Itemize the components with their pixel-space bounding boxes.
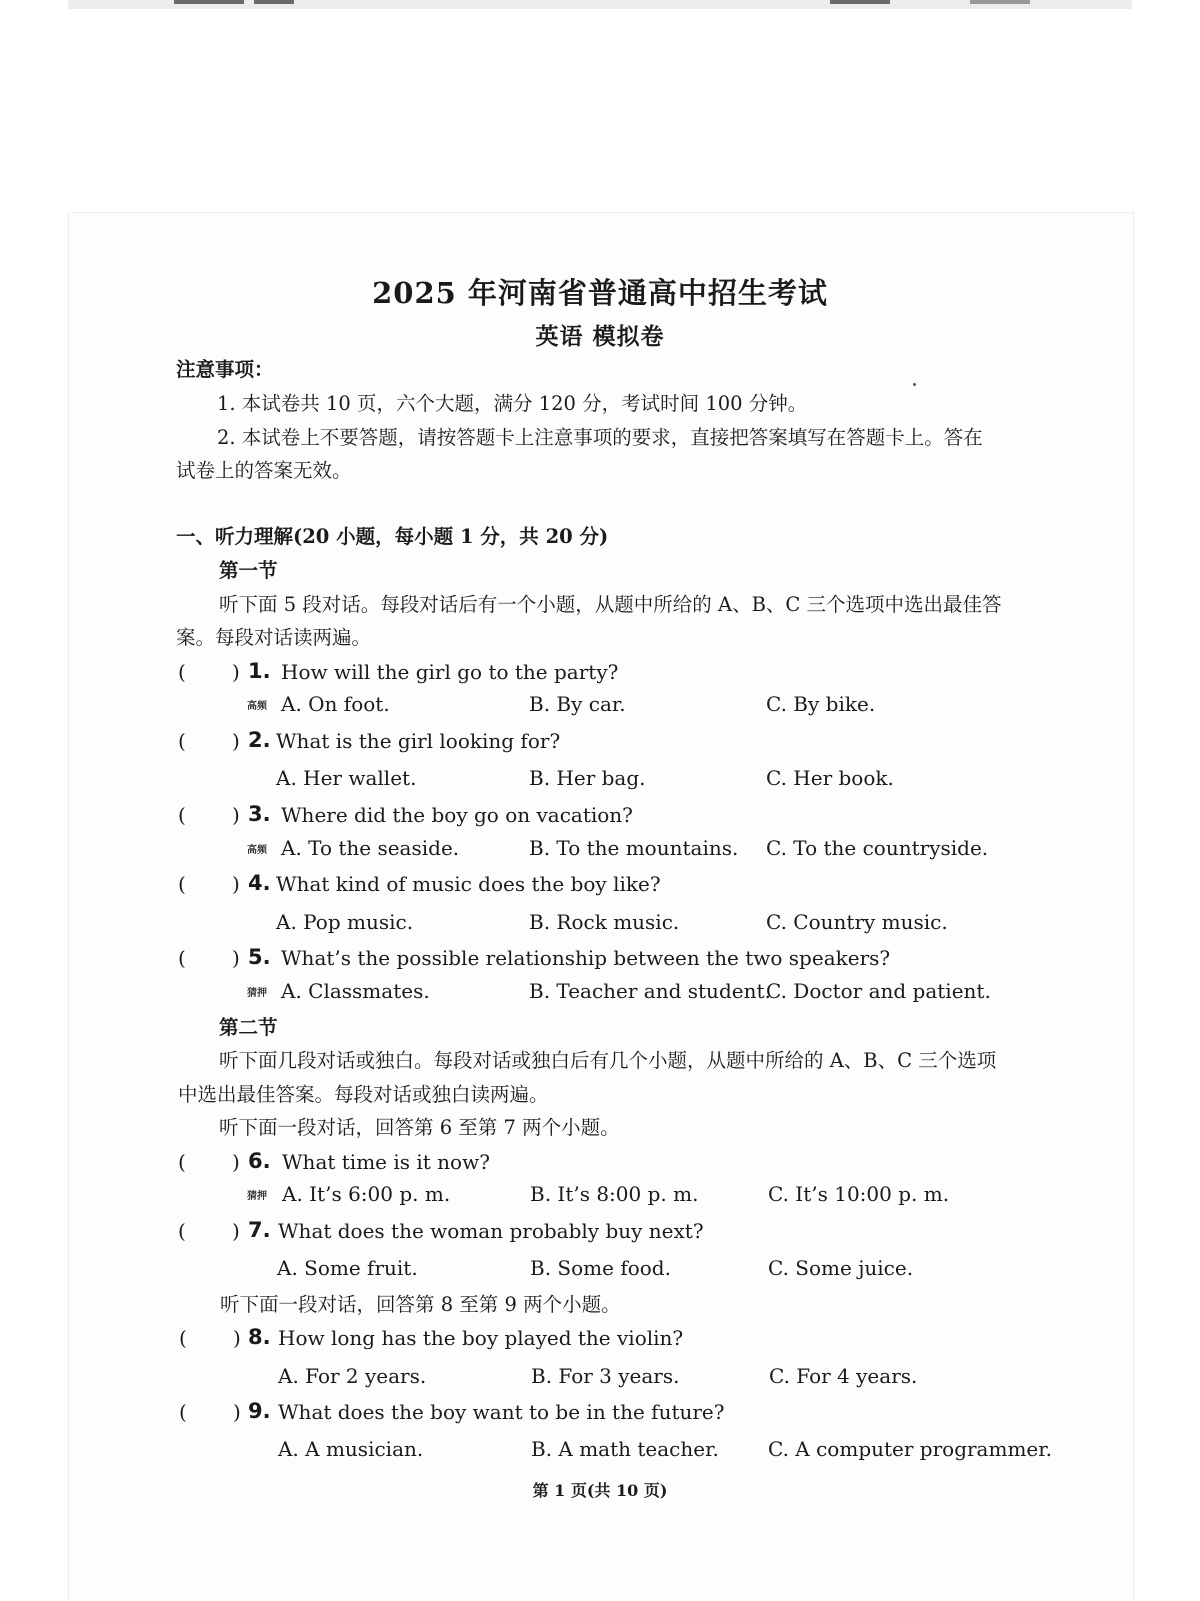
option-b: B. Her bag. bbox=[529, 766, 646, 790]
question-text: What is the girl looking for? bbox=[276, 729, 561, 753]
answer-paren-close: ) bbox=[232, 660, 240, 684]
frequency-tag: 高频 bbox=[247, 845, 267, 856]
question-text: What’s the possible relationship between the two speakers? bbox=[281, 946, 891, 970]
exam-subtitle: 英语 模拟卷 bbox=[535, 323, 665, 350]
answer-paren-close: ) bbox=[232, 1219, 240, 1243]
question-text: How will the girl go to the party? bbox=[281, 660, 619, 684]
notice-item-1: 1. 本试卷共 10 页，六个大题，满分 120 分，考试时间 100 分钟。 bbox=[217, 392, 808, 415]
question-number: 4. bbox=[248, 871, 271, 895]
answer-paren-open: ( bbox=[178, 660, 186, 684]
answer-paren-open: ( bbox=[179, 1400, 187, 1424]
option-a: A. Her wallet. bbox=[276, 766, 417, 790]
previous-page-edge bbox=[68, 0, 1132, 9]
option-c: C. Doctor and patient. bbox=[766, 979, 991, 1003]
question-text: What kind of music does the boy like? bbox=[276, 872, 661, 896]
option-b: B. Teacher and student. bbox=[529, 979, 771, 1003]
notice-item-2: 2. 本试卷上不要答题，请按答题卡上注意事项的要求，直接把答案填写在答题卡上。答在 bbox=[217, 426, 983, 449]
question-number: 3. bbox=[248, 802, 271, 826]
option-c: C. Her book. bbox=[766, 766, 894, 790]
option-c: C. A computer programmer. bbox=[768, 1437, 1052, 1461]
page-footer: 第 1 页(共 10 页) bbox=[532, 1481, 668, 1500]
option-c: C. Country music. bbox=[766, 910, 948, 934]
option-a: A. It’s 6:00 p. m. bbox=[282, 1182, 451, 1206]
answer-paren-open: ( bbox=[178, 1219, 186, 1243]
question-text: Where did the boy go on vacation? bbox=[281, 803, 633, 827]
question-number: 6. bbox=[248, 1149, 271, 1173]
option-b: B. Some food. bbox=[530, 1256, 671, 1280]
option-b: B. Rock music. bbox=[529, 910, 680, 934]
part-2-instructions-cont: 中选出最佳答案。每段对话或独白读两遍。 bbox=[178, 1083, 549, 1106]
answer-paren-open: ( bbox=[178, 803, 186, 827]
answer-paren-close: ) bbox=[232, 1150, 240, 1174]
option-c: C. Some juice. bbox=[768, 1256, 914, 1280]
option-a: A. On foot. bbox=[281, 692, 390, 716]
answer-paren-close: ) bbox=[232, 872, 240, 896]
question-number: 1. bbox=[248, 659, 271, 683]
answer-paren-open: ( bbox=[178, 872, 186, 896]
frequency-tag: 猜押 bbox=[247, 988, 267, 999]
option-c: C. It’s 10:00 p. m. bbox=[768, 1182, 950, 1206]
question-number: 8. bbox=[248, 1325, 271, 1349]
answer-paren-close: ) bbox=[232, 803, 240, 827]
part-1-instructions: 听下面 5 段对话。每段对话后有一个小题，从题中所给的 A、B、C 三个选项中选出最佳答 bbox=[219, 593, 1002, 616]
answer-paren-close: ) bbox=[233, 1400, 241, 1424]
question-number: 7. bbox=[248, 1218, 271, 1242]
option-b: B. A math teacher. bbox=[531, 1437, 719, 1461]
answer-paren-open: ( bbox=[178, 729, 186, 753]
option-b: B. By car. bbox=[529, 692, 626, 716]
dialogue-intro: 听下面一段对话，回答第 6 至第 7 两个小题。 bbox=[219, 1116, 620, 1139]
question-text: What does the woman probably buy next? bbox=[278, 1219, 704, 1243]
exam-page bbox=[68, 212, 1134, 1601]
option-b: B. For 3 years. bbox=[531, 1364, 680, 1388]
section-heading: 一、听力理解(20 小题，每小题 1 分，共 20 分) bbox=[176, 525, 609, 548]
option-c: C. By bike. bbox=[766, 692, 876, 716]
option-a: A. For 2 years. bbox=[278, 1364, 427, 1388]
option-a: A. Some fruit. bbox=[277, 1256, 418, 1280]
answer-paren-open: ( bbox=[178, 1150, 186, 1174]
frequency-tag: 猜押 bbox=[247, 1191, 267, 1202]
answer-paren-close: ) bbox=[232, 946, 240, 970]
frequency-tag: 高频 bbox=[247, 701, 267, 712]
option-b: B. It’s 8:00 p. m. bbox=[530, 1182, 699, 1206]
question-text: How long has the boy played the violin? bbox=[278, 1326, 684, 1350]
notice-item-2-cont: 试卷上的答案无效。 bbox=[176, 459, 352, 482]
speck bbox=[913, 383, 916, 386]
answer-paren-open: ( bbox=[178, 946, 186, 970]
answer-paren-close: ) bbox=[233, 1326, 241, 1350]
dialogue-intro: 听下面一段对话，回答第 8 至第 9 两个小题。 bbox=[220, 1293, 621, 1316]
option-c: C. For 4 years. bbox=[769, 1364, 918, 1388]
question-number: 9. bbox=[248, 1399, 271, 1423]
question-text: What time is it now? bbox=[282, 1150, 490, 1174]
answer-paren-open: ( bbox=[179, 1326, 187, 1350]
question-text: What does the boy want to be in the future? bbox=[278, 1400, 725, 1424]
notice-header: 注意事项： bbox=[176, 358, 274, 381]
part-2-instructions: 听下面几段对话或独白。每段对话或独白后有几个小题，从题中所给的 A、B、C 三个选项 bbox=[219, 1049, 997, 1072]
option-c: C. To the countryside. bbox=[766, 836, 989, 860]
option-a: A. A musician. bbox=[278, 1437, 424, 1461]
option-a: A. Classmates. bbox=[281, 979, 430, 1003]
part-1-instructions-cont: 案。每段对话读两遍。 bbox=[176, 626, 372, 649]
option-b: B. To the mountains. bbox=[529, 836, 739, 860]
answer-paren-close: ) bbox=[232, 729, 240, 753]
option-a: A. To the seaside. bbox=[281, 836, 460, 860]
question-number: 5. bbox=[248, 945, 271, 969]
option-a: A. Pop music. bbox=[276, 910, 414, 934]
question-number: 2. bbox=[248, 728, 271, 752]
part-1-label: 第一节 bbox=[219, 559, 278, 582]
part-2-label: 第二节 bbox=[219, 1016, 278, 1039]
exam-title: 2025 年河南省普通高中招生考试 bbox=[372, 276, 828, 310]
